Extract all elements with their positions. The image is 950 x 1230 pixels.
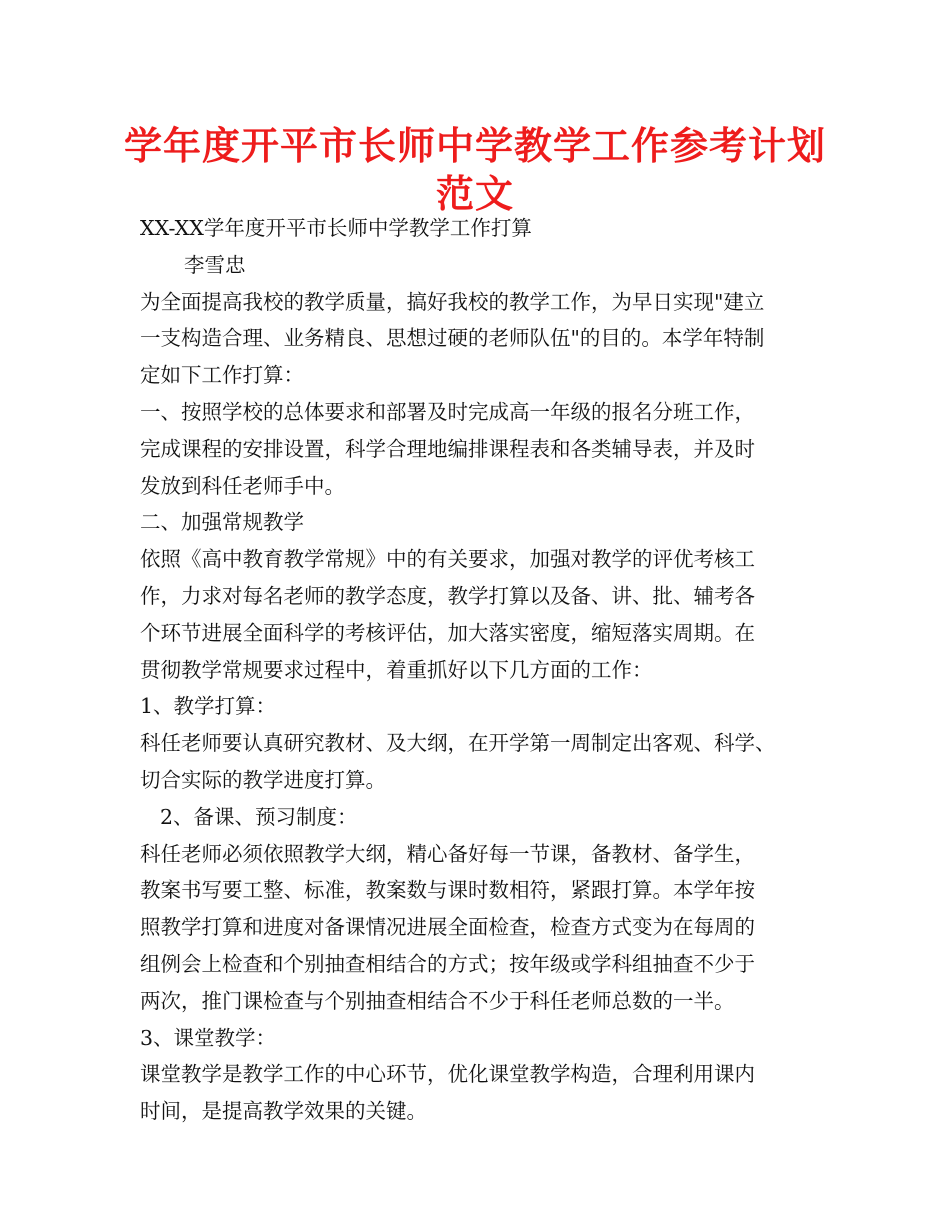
body-line: 完成课程的安排设置，科学合理地编排课程表和各类辅导表，并及时 <box>140 436 755 461</box>
body-line: 贯彻教学常规要求过程中，着重抓好以下几方面的工作： <box>140 657 653 682</box>
author-line: 李雪忠 <box>184 252 246 277</box>
body-line: 切合实际的教学进度打算。 <box>140 767 386 792</box>
subtitle-line: XX-XX学年度开平市长师中学教学工作打算 <box>140 216 532 240</box>
body-line: 时间，是提高教学效果的关键。 <box>140 1099 427 1124</box>
body-line: 科任老师要认真研究教材、及大纲，在开学第一周制定出客观、科学、 <box>140 731 776 756</box>
body-line: 组例会上检查和个别抽查相结合的方式；按年级或学科组抽查不少于 <box>140 951 755 976</box>
subsection-heading: 2、备课、预习制度： <box>160 804 358 829</box>
subsection-heading: 3、课堂教学： <box>140 1025 277 1050</box>
body-line: 依照《高中教育教学常规》中的有关要求，加强对教学的评优考核工 <box>140 547 755 572</box>
body-line: 一支构造合理、业务精良、思想过硬的老师队伍"的目的。本学年特制 <box>140 326 765 351</box>
subsection-heading: 1、教学打算： <box>140 694 277 719</box>
body-line: 定如下工作打算： <box>140 363 304 388</box>
body-line: 两次，推门课检查与个别抽查相结合不少于科任老师总数的一半。 <box>140 988 735 1013</box>
body-line: 为全面提高我校的教学质量，搞好我校的教学工作，为早日实现"建立 <box>140 289 765 314</box>
body-line: 个环节进展全面科学的考核评估，加大落实密度，缩短落实周期。在 <box>140 620 755 645</box>
body-line: 科任老师必须依照教学大纲，精心备好每一节课，备教材、备学生， <box>140 841 755 866</box>
body-line: 作，力求对每名老师的教学态度，教学打算以及备、讲、批、辅考各 <box>140 583 755 608</box>
document-title-line-1: 学年度开平市长师中学教学工作参考计划 <box>123 124 826 168</box>
body-line: 照教学打算和进度对备课情况进展全面检查，检查方式变为在每周的 <box>140 915 755 940</box>
body-line: 发放到科任老师手中。 <box>140 473 345 498</box>
section-heading: 二、加强常规教学 <box>140 510 304 535</box>
body-line: 课堂教学是教学工作的中心环节，优化课堂教学构造，合理利用课内 <box>140 1062 755 1087</box>
document-title-line-2: 范文 <box>435 172 514 216</box>
body-line: 教案书写要工整、标准，教案数与课时数相符，紧跟打算。本学年按 <box>140 878 755 903</box>
section-heading: 一、按照学校的总体要求和部署及时完成高一年级的报名分班工作， <box>140 399 755 424</box>
document-body <box>140 210 830 1130</box>
